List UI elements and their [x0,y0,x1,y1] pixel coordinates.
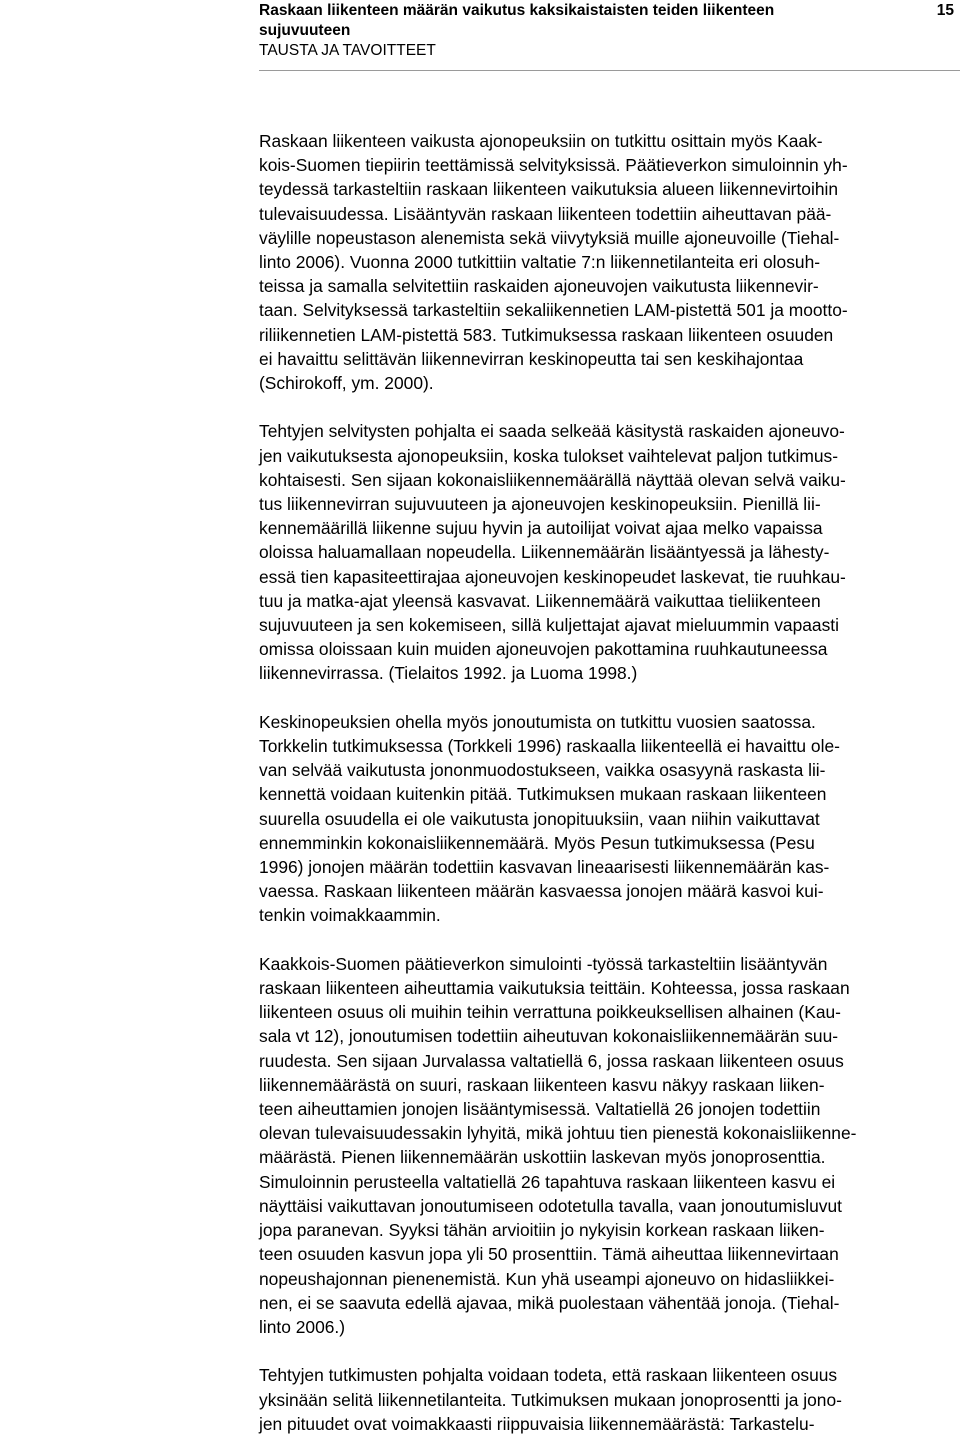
paragraph-3: Keskinopeuksien ohella myös jonoutumista on tutkittu vuosien saatossa. Torkkelin tutkimuksessa (Torkkeli 1996) raskaalla liikenteellä ei havaittu ole- van selvää vaikutusta jononmuodostukseen, vaikka osasyynä raskasta lii- kennettä voidaan kuitenkin pitää. Tutkimuksen mukaan raskaan liikenteen suurella osuudella ei ole vaikutusta jonopituuksiin, vaan niihin vaikuttavat ennemminkin kokonaisliikennemäärä. Myös Pesun tutkimuksessa (Pesu 1996) jonojen määrän todettiin kasvavan lineaarisesti liikennemäärän kas- vaessa. Raskaan liikenteen määrän kasvaessa jonojen määrä kasvoi kui- tenkin voimakkaammin. [259,711,840,926]
running-title: Raskaan liikenteen määrän vaikutus kaksikaistaisten teiden liikenteen sujuvuuteen [259,2,775,39]
body-text [259,129,960,1436]
paragraph-5: Tehtyjen tutkimusten pohjalta voidaan todeta, että raskaan liikenteen osuus yksinään selitä liikennetilanteita. Tutkimuksen mukaan jonoprosentti ja jono- jen pituudet ovat voimakkaasti riippuvaisia liikennemäärästä: Tarkastelu- [259,1365,842,1434]
section-title: TAUSTA JA TAVOITTEET [259,42,436,59]
paragraph-1: Raskaan liikenteen vaikusta ajonopeuksiin on tutkittu osittain myös Kaak- kois-Suomen tiepiirin teettämissä selvityksissä. Päätieverkon simuloinnin yh- teydessä tarkasteltiin raskaan liikenteen vaikutuksia alueen liikennevirtoihin tulevaisuudessa. Lisääntyvän raskaan liikenteen todettiin aiheuttavan pää- väylille nopeustason alenemista sekä viivytyksiä muille ajoneuvoille (Tiehal- linto 2006). Vuonna 2000 tutkittiin valtatie 7:n liikennetilanteita eri olosuh- teissa ja samalla selvitettiin raskaiden ajoneuvojen vaikutusta liikennevir- taan. Selvityksessä tarkasteltiin sekaliikennetien LAM-pistettä 501 ja mootto- riliikennetien LAM-pistettä 583. Tutkimuksessa raskaan liikenteen osuuden ei havaittu selittävän liikennevirran keskinopeutta tai sen keskihajontaa (Schirokoff, ym. 2000). [259,131,848,394]
paragraph-4: Kaakkois-Suomen päätieverkon simulointi -työssä tarkasteltiin lisääntyvän raskaan liikenteen aiheuttamia vaikutuksia teittäin. Kohteessa, jossa raskaan liikenteen osuus oli muihin teihin verrattuna poikkeuksellisen alhainen (Kau- sala vt 12), jonoutumisen todettiin aiheutuvan kokonaisliikennemäärän suu- ruudesta. Sen sijaan Jurvalassa valtatiellä 6, jossa raskaan liikenteen osuus liikennemäärästä on suuri, raskaan liikenteen kasvu näkyy raskaan liiken- teen aiheuttamien jonojen lisääntymisessä. Valtatiellä 26 jonojen todettiin olevan tulevaisuudessakin lyhyitä, mikä johtuu tien pienestä kokonaisliikenne- määrästä. Pienen liikennemäärän uskottiin laskevan myös jonoprosenttia. Simuloinnin perusteella valtatiellä 26 tapahtuva raskaan liikenteen kasvu ei näyttäisi vaikuttavan jonoutumiseen odotetulla tavalla, vaan jonoutumisluvut jopa paranevan. Syyksi tähän arvioitiin jo nykyisin korkean raskaan liiken- teen osuuden kasvun jopa yli 50 prosenttiin. Tämä aiheuttaa liikennevirtaan nopeushajonnan pienenemistä. Kun yhä useampi ajoneuvo on hidasliikkei- nen, ei se saavuta edellä ajavaa, mikä puolestaan vähentää jonoja. (Tiehal- linto 2006.) [259,953,857,1337]
page-header [259,0,960,71]
page-number: 15 [936,2,954,19]
paragraph-2: Tehtyjen selvitysten pohjalta ei saada selkeää käsitystä raskaiden ajoneuvo- jen vaikutuksesta ajonopeuksiin, koska tulokset vaihtelevat paljon tutkimus- kohtaisesti. Sen sijaan kokonaisliikennemäärällä näyttää olevan selvä vaiku- tus liikennevirran sujuvuuteen ja ajoneuvojen keskinopeuksiin. Pienillä lii- kennemäärillä liikenne sujuu hyvin ja autoilijat voivat ajaa melko vapaissa oloissa haluamallaan nopeudella. Liikennemäärän lisääntyessä ja lähesty- essä tien kapasiteettirajaa ajoneuvojen keskinopeudet laskevat, tie ruuhkau- tuu ja matka-ajat yleensä kasvavat. Liikennemäärä vaikuttaa tieliikenteen sujuvuuteen ja sen kokemiseen, sillä kuljettajat ajavat mieluummin vapaasti omissa oloissaan kuin muiden ajoneuvojen pakottamina ruuhkautuneessa liikennevirrassa. (Tielaitos 1992. ja Luoma 1998.) [259,421,846,684]
